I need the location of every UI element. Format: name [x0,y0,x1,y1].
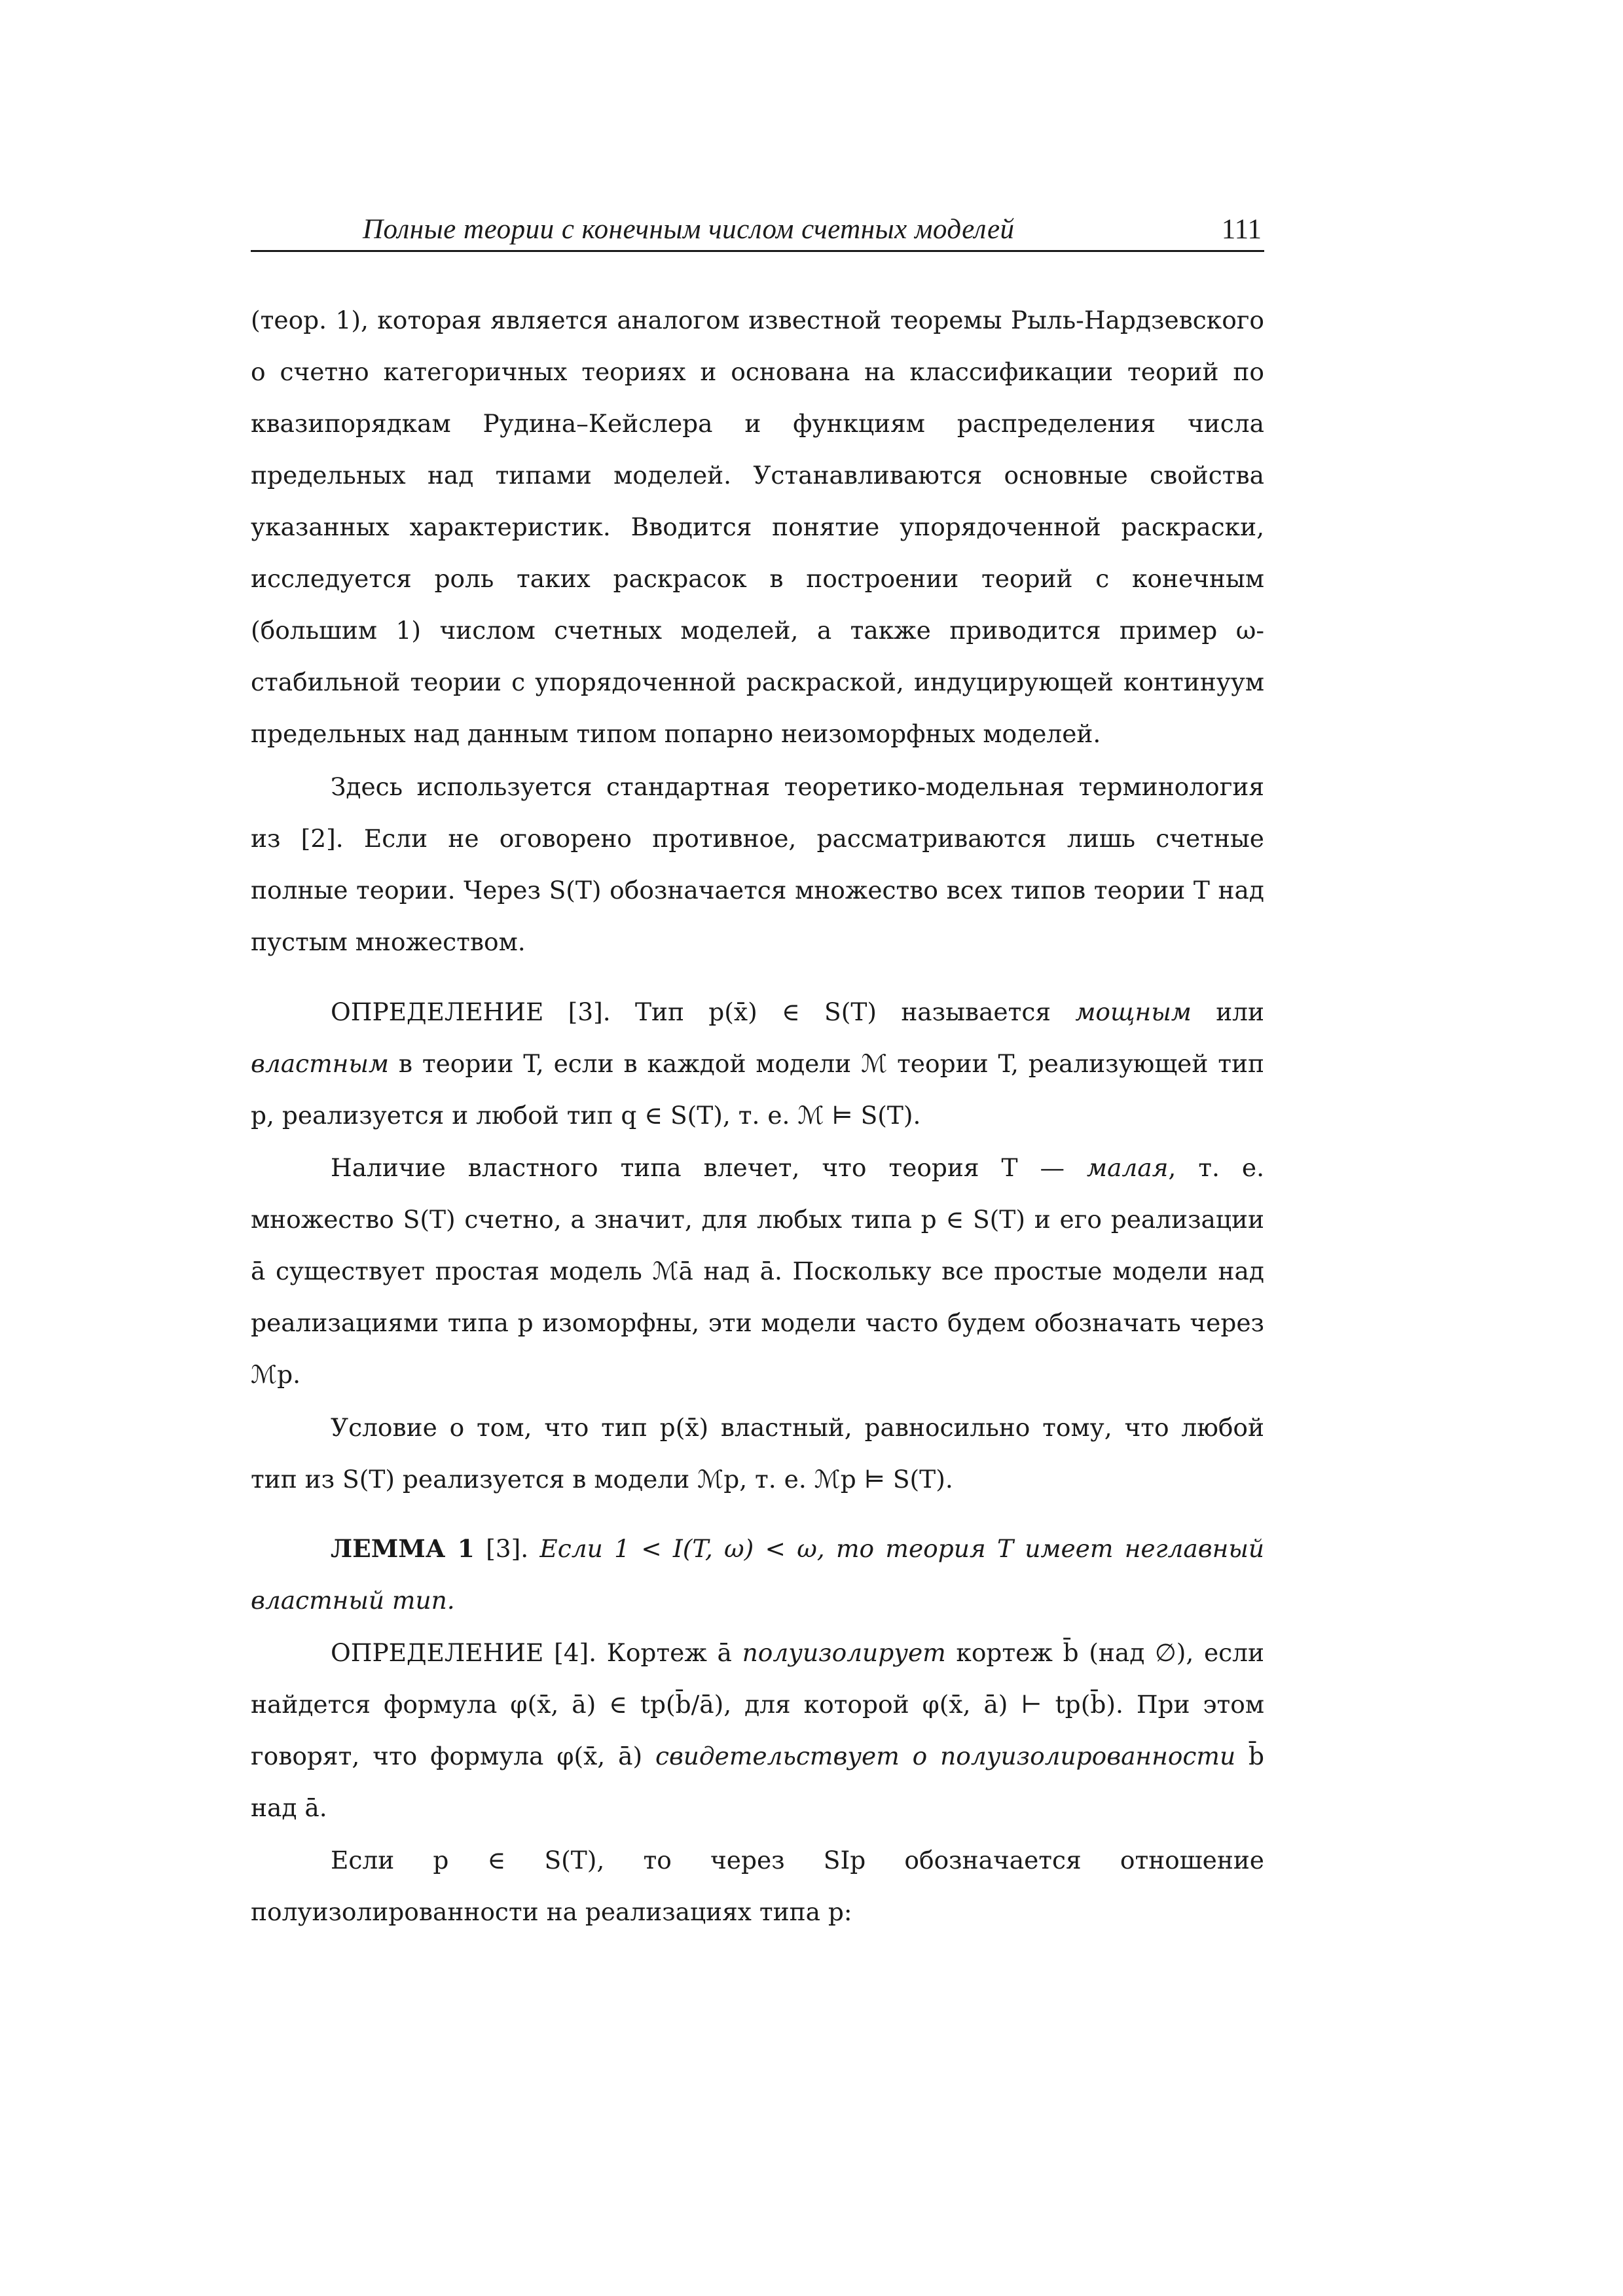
running-title: Полные теории с конечным числом счетных моделей [363,214,1015,245]
running-header [251,208,1264,252]
definition-powerful-type-text: ОПРЕДЕЛЕНИЕ [3]. Тип p(x̄) ∈ S(T) называется мощным или властным в теории T, если в каждой модели ℳ теории T, реализующей тип p, реализуется и любой тип q ∈ S(T), т. е. ℳ ⊨ S(T). [251,997,1264,1130]
definition-semi-isolation [251,1627,1264,1834]
paragraph-small-theory [251,1142,1264,1401]
paragraph-condition [251,1402,1264,1505]
paragraph-terminology [251,761,1264,968]
paragraph-si-relation [251,1835,1264,1938]
definition-powerful-type [251,986,1264,1141]
paragraph-terminology-text: Здесь используется стандартная теоретико-модельная терминология из [2]. Если не оговорено противное, рассматриваются лишь счетные полные теории. Через S(T) обозначается множество всех типов теории T над пустым множеством. [251,772,1264,956]
paragraph-small-theory-text: Наличие властного типа влечет, что теория T — малая, т. е. множество S(T) счетно, а значит, для любых типа p ∈ S(T) и его реализации ā существует простая модель ℳā над ā. Поскольку все простые модели над реализациями типа p изоморфны, эти модели часто будем обозначать через ℳp. [251,1153,1265,1389]
definition-semi-isolation-text: ОПРЕДЕЛЕНИЕ [4]. Кортеж ā полуизолирует кортеж b̄ (над ∅), если найдется формула φ(x̄, ā) ∈ tp(b̄/ā), для которой φ(x̄, ā) ⊢ tp(b̄). При этом говорят, что формула φ(x̄, ā) свидетельствует о полуизолированности b̄ над ā. [251,1638,1265,1822]
paragraph-intro [251,295,1264,760]
lemma-1-label: ЛЕММА 1 [331,1534,475,1563]
page-number: 111 [1221,214,1262,245]
lemma-1-text: ЛЕММА 1 [3]. Если 1 < I(T, ω) < ω, то теория T имеет неглавный властный тип. [251,1534,1265,1615]
paragraph-condition-text: Условие о том, что тип p(x̄) властный, равносильно тому, что любой тип из S(T) реализуется в модели ℳp, т. е. ℳp ⊨ S(T). [251,1413,1264,1494]
paragraph-si-relation-text: Если p ∈ S(T), то через SIp обозначается отношение полуизолированности на реализациях типа p: [251,1846,1264,1926]
paragraph-intro-text: (теор. 1), которая является аналогом известной теоремы Рыль-Нардзевского о счетно категоричных теориях и основана на классификации теорий по квазипорядкам Рудина–Кейслера и функциям распределения числа предельных над типами моделей. Устанавливаются основные свойства указанных характеристик. Вводится понятие упорядоченной раскраски, исследуется роль таких раскрасок в построении теорий с конечным (большим 1) числом счетных моделей, а также приводится пример ω-стабильной теории с упорядоченной раскраской, индуцирующей континуум предельных над данным типом попарно неизоморфных моделей. [251,306,1264,748]
lemma-1 [251,1523,1264,1626]
